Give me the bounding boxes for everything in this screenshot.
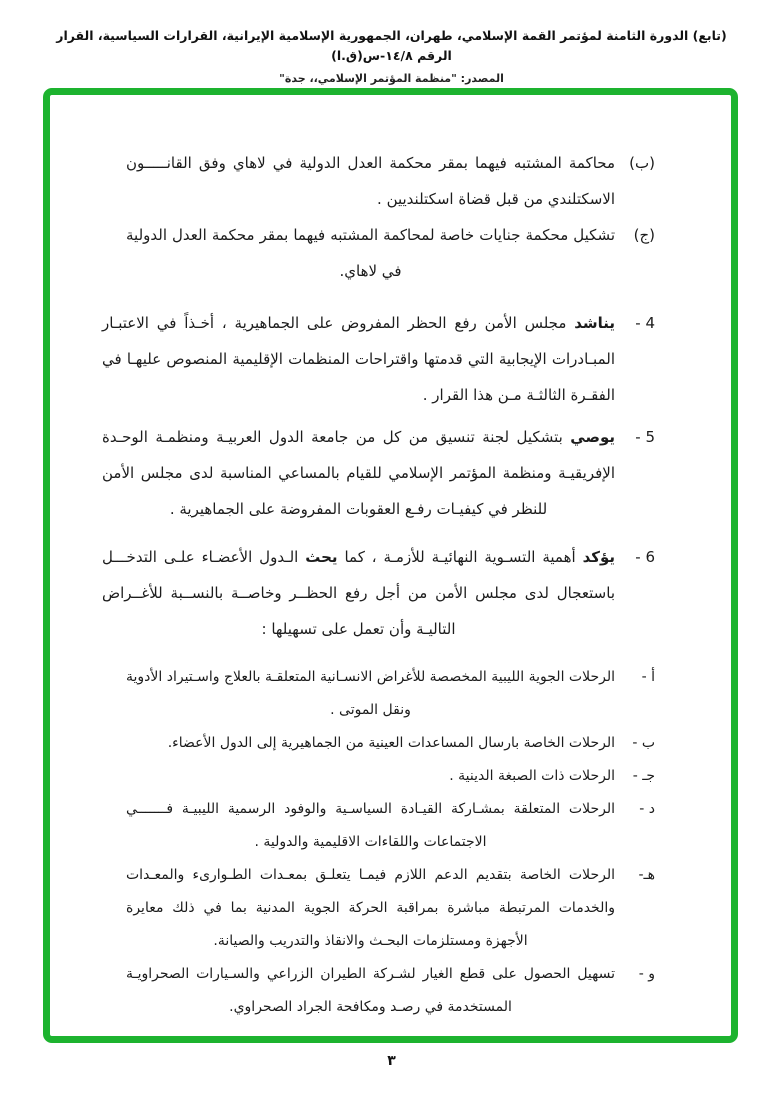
item-6-body-1: أهمية التسـوية النهائيـة للأزمـة ، كما [337, 548, 583, 566]
subitem-waw [100, 958, 655, 1024]
item-5-text [100, 419, 615, 527]
resolution-body [50, 95, 731, 1036]
subitem-alef-text: الرحلات الجوية الليبية المخصصة للأغراض الانسـانية المتعلقـة بالعلاج واسـتيراد الأدوية ونقل الموتى . [126, 669, 615, 718]
subitem-alef [100, 661, 655, 727]
item-6-keyword-1: يؤكد [582, 548, 616, 566]
item-4-text [100, 305, 615, 413]
header-title: (تابع) الدورة الثامنة لمؤتمر القمة الإسلامي، طهران، الجمهورية الإسلامية الإيرانية، القرارات السياسية، القرار الرقم ١٤/٨-س(ق.ا) [56, 28, 727, 63]
clause-j-label: (ج) [633, 226, 655, 244]
item-6-number: 6 - [635, 548, 655, 566]
clause-j-text: تشكيل محكمة جنايات خاصة لمحاكمة المشتبه فيهما بمقر محكمة العدل الدولية في لاهاي. [126, 226, 615, 280]
item-4-body: مجلس الأمن رفع الحظر المفروض على الجماهيرية ، أخـذاً في الاعتبـار المبـادرات الإيجابية التي قدمتها واقتراحات المنظمات الإقليمية المنصوص عليهـا في الفقـرة الثالثـة مـن هذا القرار . [102, 314, 615, 404]
header-source: المصدر: "منظمة المؤتمر الإسلامي،، جدة" [279, 72, 504, 85]
subitem-jim [100, 760, 655, 793]
item-6-text [100, 539, 615, 647]
clause-b-label: (ب) [629, 154, 655, 172]
item-5 [100, 419, 655, 527]
clause-b [100, 145, 655, 217]
page-number: ٣ [387, 1053, 396, 1069]
document-header [0, 26, 783, 85]
subitem-dal [100, 793, 655, 859]
green-border-frame [43, 88, 738, 1043]
subitem-dal-text: الرحلات المتعلقة بمشـاركة القيـادة السياسـية والوفود الرسمية الليبيـة فـــــــي الاجتماعات واللقاءات الاقليمية والدولية . [126, 801, 615, 850]
subitem-waw-label: و - [638, 966, 655, 982]
item-6-keyword-2: يحث [305, 548, 338, 566]
item-6-body-2: الـدول الأعضـاء علـى التدخـــل باستعجال لدى مجلس الأمن من أجل رفع الحظــر وخاصــة بالنســبة للأغــراض التاليـة وأن تعمل على تسهيلها : [102, 548, 615, 638]
subitem-jim-text: الرحلات ذات الصبغة الدينية . [449, 768, 615, 784]
clause-j [100, 217, 655, 289]
item-4-number: 4 - [635, 314, 655, 332]
subitem-ba-label: ب - [632, 735, 655, 751]
item-5-keyword: يوصي [570, 428, 615, 446]
subitem-jim-label: جـ - [632, 768, 655, 784]
clause-b-text: محاكمة المشتبه فيهما بمقر محكمة العدل الدولية في لاهاي وفق القانـــــون الاسكتلندي من قبل قضاة اسكتلنديين . [126, 154, 615, 208]
item-6 [100, 539, 655, 647]
subitem-alef-label: أ - [641, 669, 655, 685]
subitem-dal-label: د - [639, 801, 655, 817]
item-5-number: 5 - [635, 428, 655, 446]
item-4 [100, 305, 655, 413]
subitem-ha-label: هـ- [638, 867, 655, 883]
subitem-ha [100, 859, 655, 958]
item-5-body: بتشكيل لجنة تنسيق من كل من جامعة الدول العربيـة ومنظمـة الوحـدة الإفريقيـة ومنظمة المؤتمر الإسلامي للقيام بالمساعي المناسبة لدى مجلس الأمن للنظر في كيفيـات رفـع العقوبات المفروضة على الجماهيرية . [102, 428, 615, 518]
subitem-ba [100, 727, 655, 760]
subitem-waw-text: تسهيل الحصول على قطع الغيار لشـركة الطيران الزراعي والسـيارات الصحراويـة المستخدمة في رصـد ومكافحة الجراد الصحراوي. [126, 966, 615, 1015]
subitem-ha-text: الرحلات الخاصة بتقديم الدعم اللازم فيمـا يتعلـق بمعـدات الطـوارىء والمعـدات والخدمات المرتبطة مباشرة بمراقبة الحركة الجوية المدنية بما في ذلك معايرة الأجهزة ومستلزمات البحـث والانقاذ والتدريب والصيانة. [126, 867, 615, 949]
subitem-ba-text: الرحلات الخاصة بارسال المساعدات العينية من الجماهيرية إلى الدول الأعضاء. [167, 735, 615, 751]
item-4-keyword: يناشد [574, 314, 615, 332]
